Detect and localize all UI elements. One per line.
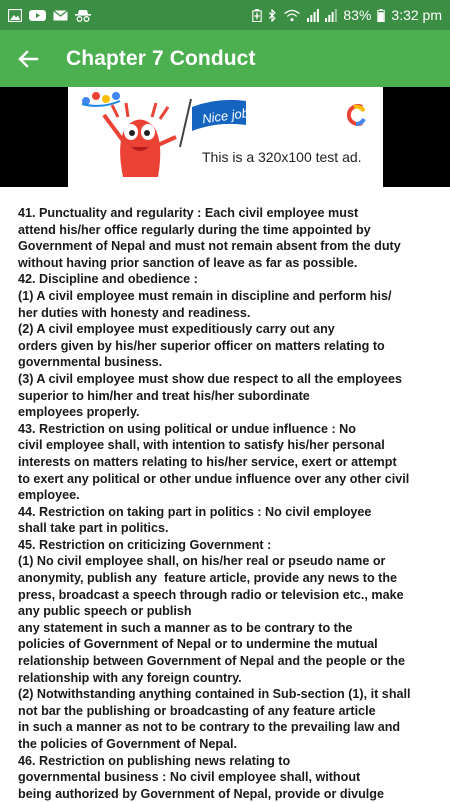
text-line: her duties with honesty and readiness. <box>18 305 251 320</box>
chapter-text <box>18 205 438 802</box>
youtube-icon <box>29 9 46 22</box>
text-line: being authorized by Government of Nepal, provide or divulge <box>18 786 384 801</box>
gallery-icon <box>8 9 22 22</box>
text-line: 42. Discipline and obedience : <box>18 272 198 287</box>
mail-icon <box>53 9 68 22</box>
text-line: to exert any political or other undue influence over any other civil <box>18 471 410 486</box>
status-notifications <box>8 9 91 22</box>
ad-content[interactable] <box>68 87 383 187</box>
text-line: (2) Notwithstanding anything contained in Sub-section (1), it shall <box>18 687 411 702</box>
text-line: civil employee shall, with intention to satisfy his/her personal <box>18 438 385 453</box>
text-line: (3) A civil employee must show due respect to all the employees <box>18 371 402 386</box>
text-line: without having prior sanction of leave as far as possible. <box>18 255 358 270</box>
text-line: Government of Nepal and must not remain absent from the duty <box>18 239 401 254</box>
text-line: 41. Punctuality and regularity : Each civil employee must <box>18 206 359 220</box>
text-line: 43. Restriction on using political or undue influence : No <box>18 421 356 436</box>
text-line: policies of Government of Nepal or to undermine the mutual <box>18 637 378 652</box>
text-line: (1) No civil employee shall, on his/her real or pseudo name or <box>18 554 386 569</box>
back-button[interactable] <box>0 30 56 87</box>
signal-icon <box>307 9 319 22</box>
text-line: the policies of Government of Nepal. <box>18 737 238 751</box>
text-line: (1) A civil employee must remain in discipline and perform his/ <box>18 288 392 303</box>
text-line: any statement in such a manner as to be contrary to the <box>18 620 353 635</box>
text-line: 45. Restriction on criticizing Government : <box>18 537 272 552</box>
text-line: (2) A civil employee must expeditiously carry out any <box>18 322 335 337</box>
ad-caption: This is a 320x100 test ad. <box>202 149 362 165</box>
text-line: press, broadcast a speech through radio or television etc., make <box>18 587 404 602</box>
status-bar <box>0 0 450 30</box>
text-line: shall take part in politics. <box>18 521 169 536</box>
battery-saver-icon <box>252 9 262 22</box>
ad-illustration <box>68 87 383 187</box>
spy-icon <box>75 9 91 22</box>
text-line: orders given by his/her superior officer on matters relating to <box>18 338 385 353</box>
text-line: attend his/her office regularly during the time appointed by <box>18 222 371 237</box>
text-line: employee. <box>18 488 80 503</box>
text-line: any public speech or publish <box>18 604 192 619</box>
battery-icon <box>377 9 385 22</box>
ad-banner <box>0 87 450 187</box>
status-system <box>252 7 442 23</box>
text-line: 46. Restriction on publishing news relating to <box>18 753 291 768</box>
text-line: 44. Restriction on taking part in politics : No civil employee <box>18 504 372 519</box>
text-line: relationship with any foreign country. <box>18 670 242 685</box>
signal-icon <box>325 9 337 22</box>
text-line: governmental business : No civil employee shall, without <box>18 770 361 785</box>
text-line: employees properly. <box>18 405 140 420</box>
bluetooth-icon <box>268 9 277 22</box>
wifi-icon <box>283 9 301 22</box>
text-line: in such a manner as not to be contrary to the prevailing law and <box>18 720 401 735</box>
text-line: relationship between Government of Nepal and the people or the <box>18 654 405 669</box>
text-line: superior to him/her and treat his/her subordinate <box>18 388 310 403</box>
text-line: not bar the publishing or broadcasting of any feature article <box>18 703 376 718</box>
page-title: Chapter 7 Conduct <box>66 46 256 70</box>
text-line: governmental business. <box>18 355 163 370</box>
text-line: anonymity, publish any feature article, provide any news to the <box>18 571 398 586</box>
app-bar <box>0 30 450 87</box>
text-line: interests on matters relating to his/her service, exert or attempt <box>18 454 397 469</box>
ad-bubble-text: Nice job! <box>201 104 254 127</box>
clock: 3:32 pm <box>391 7 442 23</box>
battery-percent: 83% <box>343 7 372 23</box>
arrow-back-icon[interactable] <box>17 48 39 70</box>
